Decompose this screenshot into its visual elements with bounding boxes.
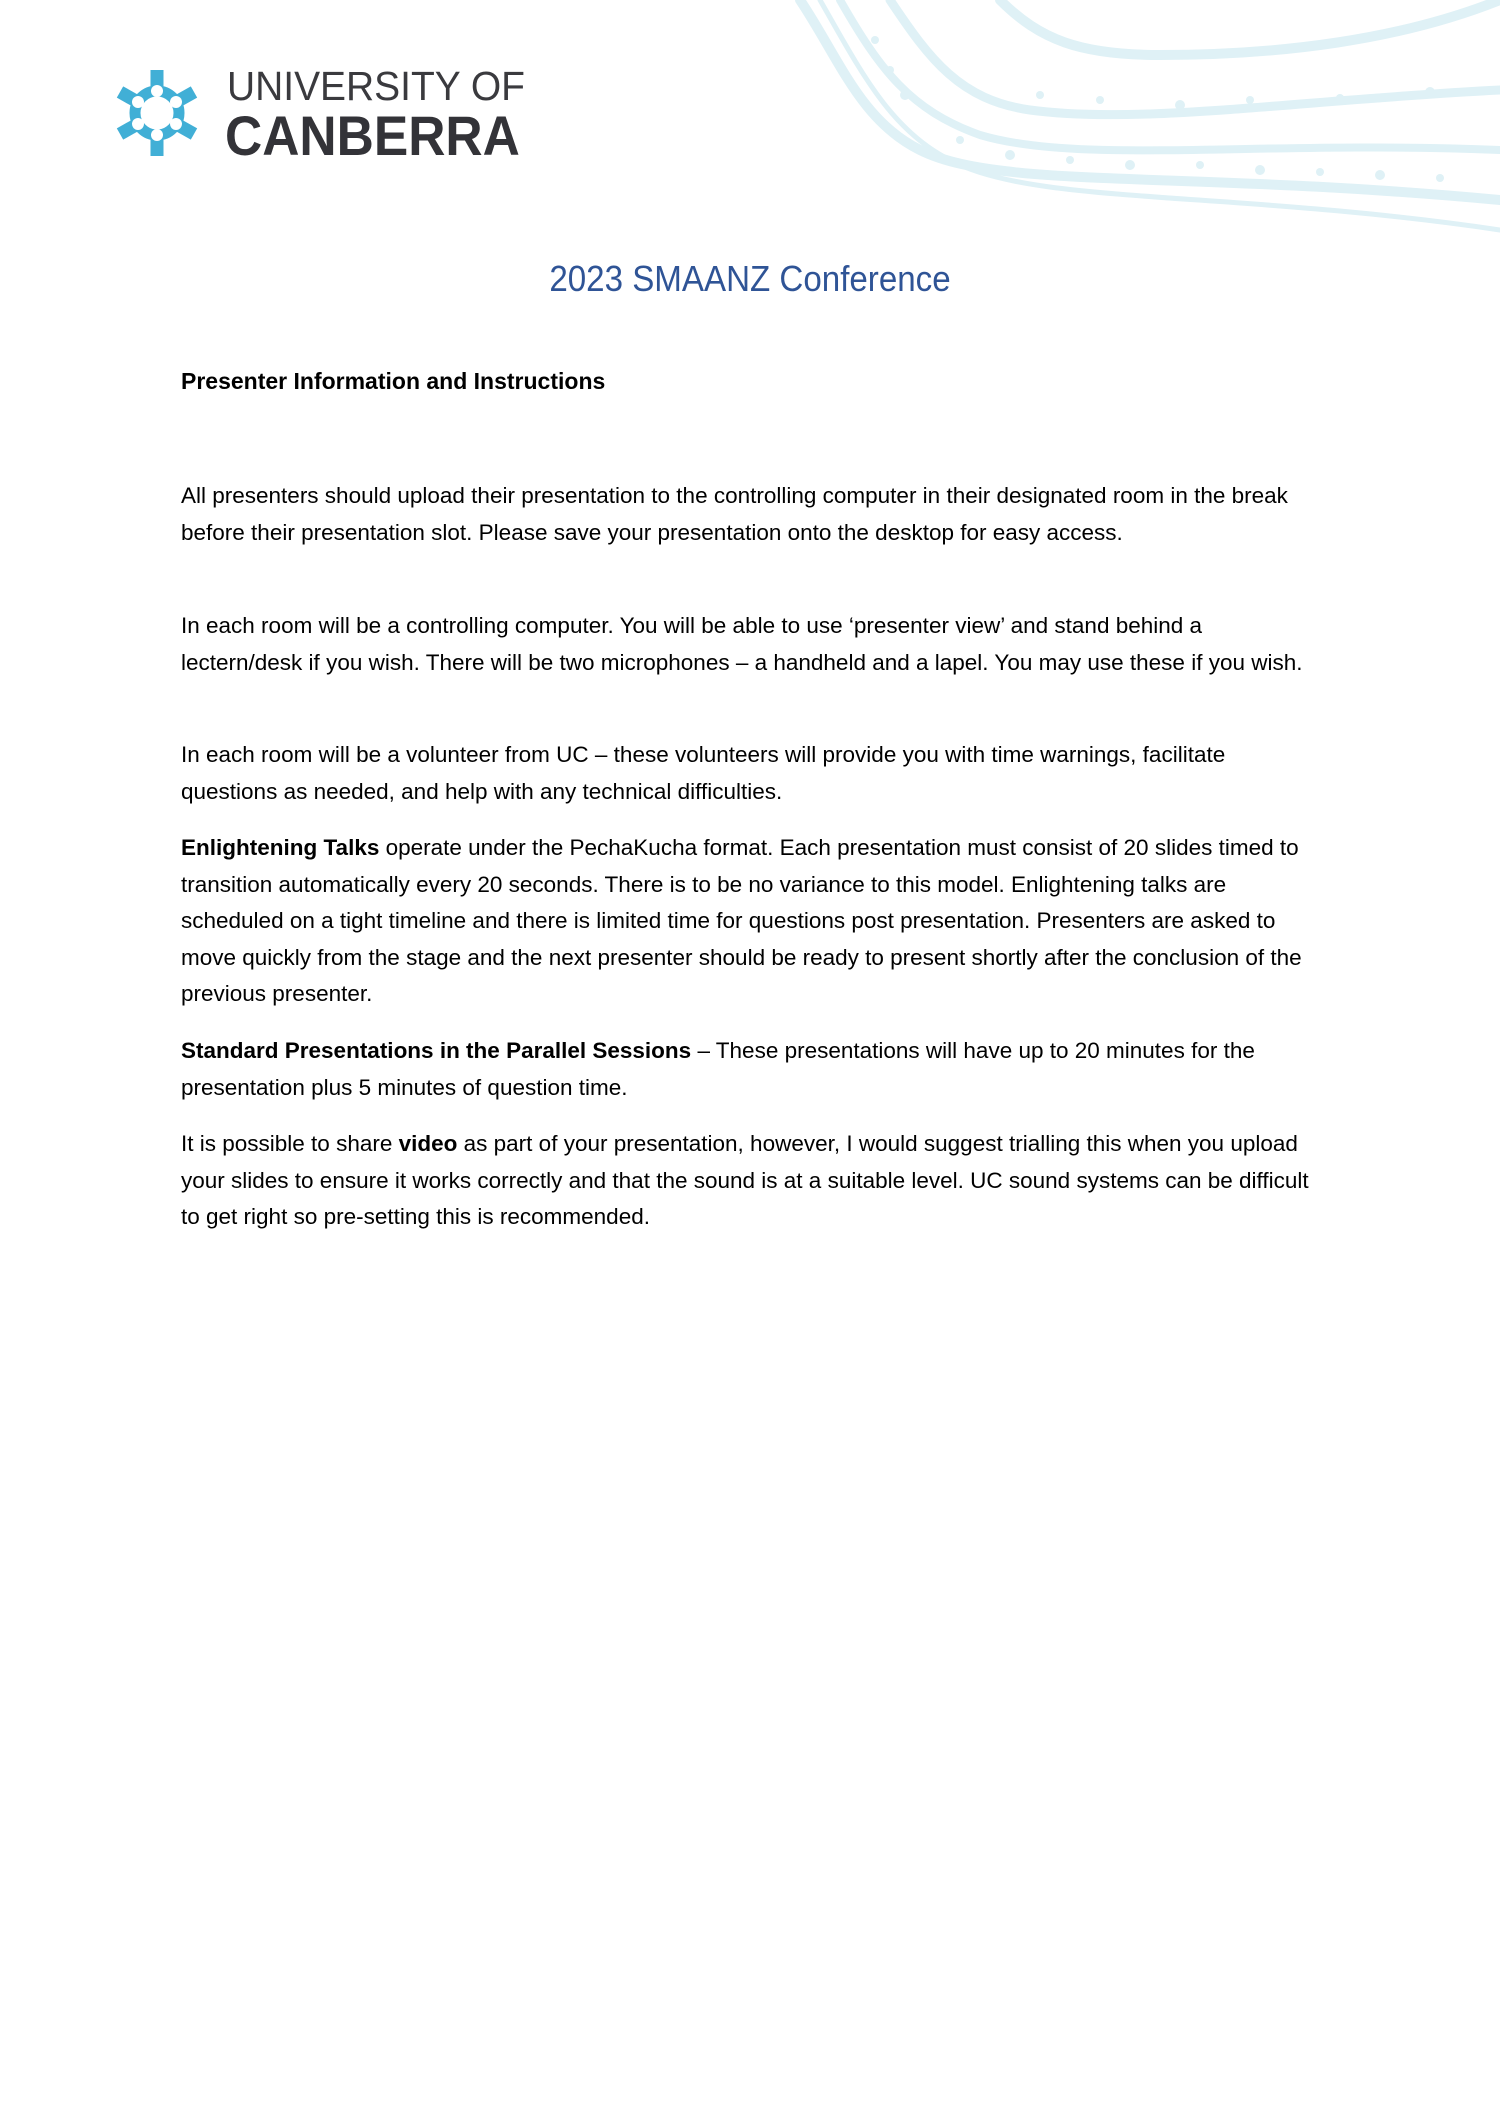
logo-mark-icon: [112, 68, 202, 158]
paragraph-standard-presentations: Standard Presentations in the Parallel Sessions – These presentations will have up to 20 minutes for the presentation plus 5 minutes of question time.: [181, 1038, 1255, 1100]
paragraph-volunteer: In each room will be a volunteer from UC – these volunteers will provide you with time warnings, facilitate questions as needed, and help with any technical difficulties.: [181, 742, 1226, 804]
paragraph-video: It is possible to share video as part of your presentation, however, I would suggest trialling this when you upload your slides to ensure it works correctly and that the sound is at a suitable level. UC sound systems can be difficult to get right so pre-setting this is recommended.: [181, 1131, 1309, 1229]
paragraph-enlightening-talks: Enlightening Talks operate under the PechaKucha format. Each presentation must consist of 20 slides timed to transition automatically every 20 seconds. There is to be no variance to this model. Enlightening talks are scheduled on a tight timeline and there is limited time for questions post presentation. Presenters are asked to move quickly from the stage and the next presenter should be ready to present shortly after the conclusion of the previous presenter.: [181, 835, 1302, 1006]
university-logo: [112, 63, 542, 167]
paragraph-upload: All presenters should upload their presentation to the controlling computer in their designated room in the break before their presentation slot. Please save your presentation onto the desktop for easy access.: [181, 483, 1288, 545]
document-title: 2023 SMAANZ Conference: [549, 258, 951, 299]
section-heading: Presenter Information and Instructions: [181, 368, 606, 394]
logo-line-2: CANBERRA: [225, 104, 520, 167]
paragraph-controlling-computer: In each room will be a controlling computer. You will be able to use ‘presenter view’ and stand behind a lectern/desk if you wish. There will be two microphones – a handheld and a lapel. You may use these if you wish.: [181, 613, 1303, 675]
logo-line-1: UNIVERSITY OF: [227, 63, 525, 109]
decorative-wave-pattern: [780, 0, 1500, 240]
